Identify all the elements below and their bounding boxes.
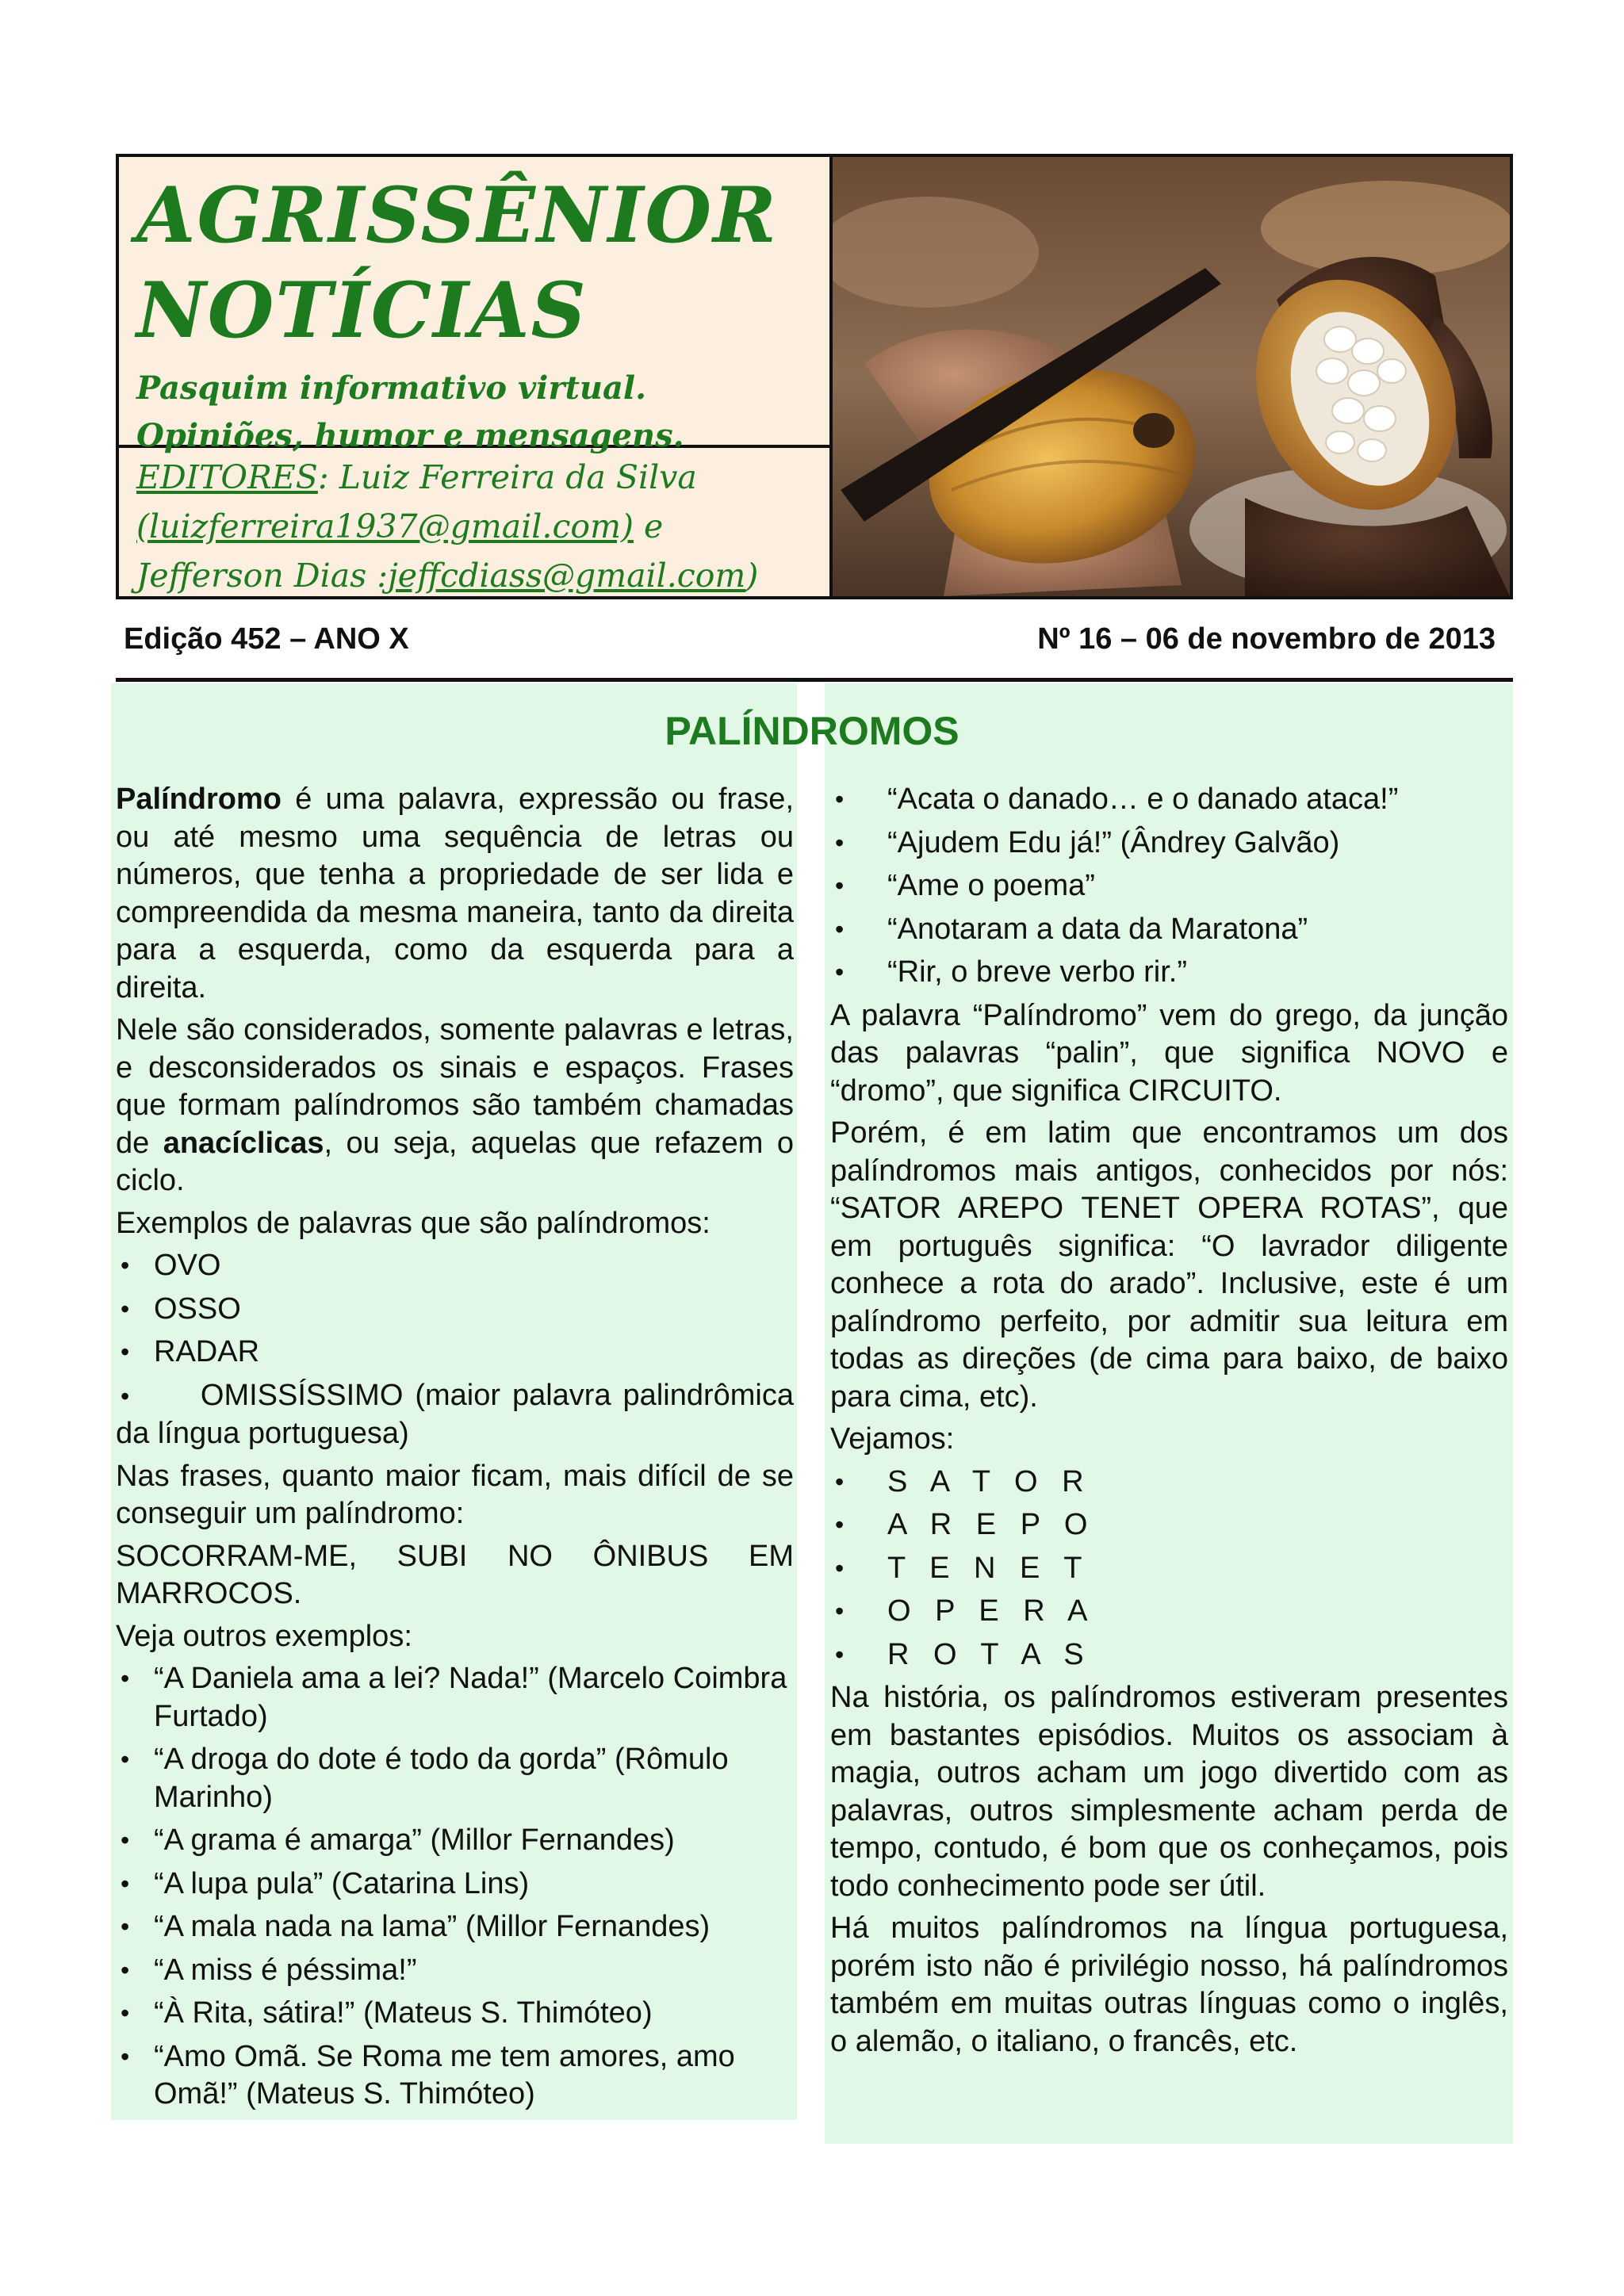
list-item: • S A T O R: [830, 1464, 1508, 1502]
list-item: • OSSO: [116, 1291, 794, 1329]
definition-text: é uma palavra, expressão ou frase, ou até mesmo uma sequência de letras ou números, que tenha a propriedade de ser lida e compreendida da mesma maneira, tanto da direita para a esquerda, como da esquerda para a direita.: [116, 783, 794, 1004]
list-item: • OVO: [116, 1247, 794, 1285]
history-paragraph: Na história, os palíndromos estiveram presentes em bastantes episódios. Muitos os associam à magia, outros acham um jogo divertido com as palavras, outros simplesmente acham perda de tempo, contudo, é bom que os conheçamos, pois todo conhecimento pode ser útil.: [830, 1681, 1508, 1903]
list-item: • “A droga do dote é todo da gorda” (Rômulo Marinho): [116, 1741, 794, 1816]
term-palindromo: Palíndromo: [116, 783, 282, 816]
list-item: • “Ame o poema”: [830, 867, 1508, 905]
title-line-2: NOTÍCIAS: [136, 266, 588, 355]
omississimo-word: OMISSÍSSIMO: [200, 1378, 404, 1412]
tagline: [136, 365, 814, 460]
article-left-column: [116, 781, 794, 2119]
newsletter-title: [136, 168, 814, 358]
list-item: • “A mala nada na lama” (Millor Fernandes): [116, 1908, 794, 1946]
term-anaciclicas: anacíclicas: [163, 1126, 324, 1160]
editors-block: [119, 448, 829, 596]
phrase-examples-list: [116, 1660, 794, 2114]
masthead-text-panel: [119, 157, 833, 596]
editor-1-name: : Luiz Ferreira da Silva: [317, 458, 697, 496]
sator-paragraph: Porém, é em latim que encontramos um dos palíndromos mais antigos, conhecidos por nós: “SATOR AREPO TENET OPERA ROTAS”, que em português significa: “O lavrador diligente conhece a rota do arado”. Inclusive, este é um palíndromo perfeito, por admitir sua leitura em todas as direções (de cima para baixo, de baixo para cima, etc).: [830, 1116, 1508, 1414]
edition-line: [116, 610, 1496, 668]
definition-paragraph: [116, 781, 794, 1007]
cacao-photo-illustration: [833, 157, 1510, 596]
sator-square-list: [830, 1464, 1508, 1674]
considerations-paragraph: [116, 1012, 794, 1200]
list-item: • “À Rita, sátira!” (Mateus S. Thimóteo): [116, 1995, 794, 2033]
article-right-column: [830, 781, 1508, 2065]
list-item: • “A Daniela ama a lei? Nada!” (Marcelo Coimbra Furtado): [116, 1660, 794, 1735]
list-item: • T E N E T: [830, 1550, 1508, 1588]
vejamos-label: Vejamos:: [830, 1422, 955, 1456]
title-line-1: AGRISSÊNIOR: [136, 170, 778, 260]
tagline-line-1: Pasquim informativo virtual.: [136, 369, 647, 407]
editors-label: EDITORES: [136, 458, 318, 496]
masthead: [116, 154, 1513, 599]
list-item: • R O T A S: [830, 1636, 1508, 1674]
editors-and: e: [633, 507, 664, 545]
tagline-line-2: Opiniões, humor e mensagens.: [136, 417, 684, 454]
considerations-end: , ou seja, aquelas que refazem o ciclo.: [116, 1126, 794, 1197]
editor-1-email-link[interactable]: (luizferreira1937@gmail.com): [136, 507, 634, 545]
other-examples-intro: Veja outros exemplos:: [116, 1619, 412, 1653]
list-item: • “A grama é amarga” (Millor Fernandes): [116, 1822, 794, 1860]
cacao-pod-photo: [833, 157, 1510, 596]
edition-number: Edição 452 – ANO X: [124, 622, 409, 656]
list-item: • O P E R A: [830, 1593, 1508, 1631]
word-examples-intro: Exemplos de palavras que são palíndromos:: [116, 1206, 710, 1240]
omississimo-item: • OMISSÍSSIMO (maior palavra palindrômica da língua portuguesa): [116, 1378, 794, 1450]
list-item: • “A lupa pula” (Catarina Lins): [116, 1866, 794, 1904]
word-examples-list: [116, 1247, 794, 1372]
editor-2-name: Jefferson Dias :: [136, 557, 389, 595]
list-item: • “A miss é péssima!”: [116, 1952, 794, 1990]
list-item: • “Acata o danado… e o danado ataca!”: [830, 781, 1508, 819]
article-headline: PALÍNDROMOS: [665, 709, 959, 753]
list-item: • “Rir, o breve verbo rir.”: [830, 954, 1508, 992]
list-item: • “Amo Omã. Se Roma me tem amores, amo Omã!” (Mateus S. Thimóteo): [116, 2038, 794, 2114]
list-item: • A R E P O: [830, 1506, 1508, 1544]
editor-2-email-link[interactable]: jeffcdiass@gmail.com: [388, 557, 746, 595]
omississimo-note: (maior palavra palindrômica da língua portuguesa): [116, 1378, 794, 1450]
marrocos-palindrome: SOCORRAM-ME, SUBI NO ÔNIBUS EM MARROCOS.: [116, 1539, 794, 1610]
etymology-paragraph: A palavra “Palíndromo” vem do grego, da junção das palavras “palin”, que significa NOVO e “dromo”, que significa CIRCUITO.: [830, 998, 1508, 1108]
editors-close-paren: ): [745, 557, 759, 595]
issue-date: Nº 16 – 06 de novembro de 2013: [1037, 622, 1496, 656]
masthead-title-box: [119, 157, 829, 454]
phrases-paragraph: Nas frases, quanto maior ficam, mais difícil de se conseguir um palíndromo:: [116, 1459, 794, 1530]
considerations-start: Nele são considerados, somente palavras e letras, e desconsiderados os sinais e espaços. Frases que formam palíndromos são também chamadas de: [116, 1013, 794, 1160]
header-divider: [116, 678, 1513, 682]
list-item: • “Ajudem Edu já!” (Ândrey Galvão): [830, 825, 1508, 863]
list-item: • “Anotaram a data da Maratona”: [830, 911, 1508, 949]
list-item: • RADAR: [116, 1334, 794, 1372]
other-languages-paragraph: Há muitos palíndromos na língua portuguesa, porém isto não é privilégio nosso, há palíndromos também em muitas outras línguas como o inglês, o alemão, o italiano, o francês, etc.: [830, 1911, 1508, 2058]
more-phrase-examples-list: [830, 781, 1508, 992]
